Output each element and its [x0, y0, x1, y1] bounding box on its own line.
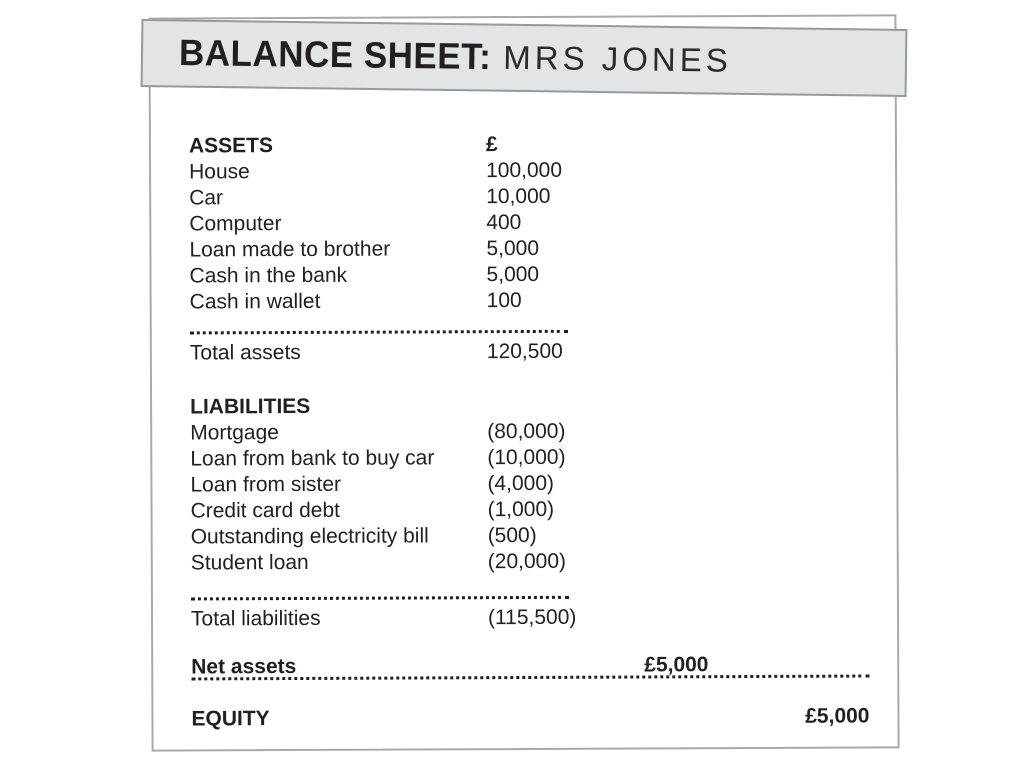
asset-label: Loan made to brother	[189, 237, 391, 262]
liability-value: (1,000)	[487, 497, 555, 522]
liability-label: Outstanding electricity bill	[190, 524, 429, 549]
banner-title-name: MRS JONES	[503, 38, 733, 79]
asset-row	[189, 235, 867, 264]
liabilities-section-heading: LIABILITIES	[190, 394, 311, 419]
asset-value: 10,000	[486, 184, 551, 209]
asset-row	[189, 209, 867, 238]
banner-title-label: BALANCE SHEET:	[178, 32, 492, 78]
equity-label: EQUITY	[191, 707, 270, 731]
liability-label: Mortgage	[190, 421, 279, 445]
asset-row	[189, 183, 867, 212]
liability-value: (10,000)	[487, 445, 566, 470]
asset-value: 5,000	[486, 236, 540, 261]
total-assets-row	[190, 337, 868, 366]
asset-row	[190, 286, 868, 315]
assets-header-row	[189, 131, 867, 160]
liability-label: Loan from bank to buy car	[190, 446, 435, 471]
equity-value: £5,000	[805, 704, 870, 728]
asset-value: 100,000	[486, 158, 563, 183]
liability-row	[190, 443, 868, 472]
liability-label: Loan from sister	[190, 472, 342, 497]
liability-row	[191, 495, 869, 524]
balance-sheet-content	[189, 131, 870, 733]
asset-value: 100	[486, 289, 522, 313]
liabilities-header-row	[190, 391, 868, 420]
total-assets-value: 120,500	[486, 339, 563, 364]
liability-label: Student loan	[190, 550, 309, 575]
total-liabilities-value: (115,500)	[487, 605, 577, 630]
net-assets-row	[191, 651, 869, 680]
liability-row	[191, 521, 869, 550]
asset-label: Computer	[189, 212, 282, 236]
asset-label: Cash in wallet	[189, 289, 321, 314]
asset-value: 5,000	[486, 262, 540, 287]
asset-row	[189, 157, 867, 186]
net-assets-label: Net assets	[191, 654, 297, 679]
liability-value: (4,000)	[487, 471, 555, 496]
total-liabilities-label: Total liabilities	[190, 606, 321, 631]
net-assets-value: £5,000	[644, 653, 709, 677]
asset-label: Cash in the bank	[189, 263, 348, 288]
liability-row	[190, 469, 868, 498]
asset-label: House	[189, 160, 250, 184]
liability-value: (80,000)	[487, 419, 566, 444]
total-assets-label: Total assets	[189, 340, 301, 365]
equity-row	[191, 703, 869, 732]
liabilities-total-separator	[191, 596, 569, 601]
assets-section-heading: ASSETS	[188, 134, 274, 158]
liability-value: (500)	[487, 523, 537, 548]
asset-value: 400	[486, 211, 522, 235]
liability-row	[190, 417, 868, 446]
total-liabilities-row	[191, 603, 869, 632]
asset-row	[189, 261, 867, 290]
liability-label: Credit card debt	[190, 498, 341, 523]
balance-sheet-page	[148, 14, 899, 751]
assets-total-separator	[190, 330, 568, 335]
currency-column-heading: £	[485, 133, 498, 157]
title-banner	[141, 19, 908, 97]
liability-row	[191, 547, 869, 576]
asset-label: Car	[189, 186, 224, 210]
liability-value: (20,000)	[487, 549, 567, 574]
